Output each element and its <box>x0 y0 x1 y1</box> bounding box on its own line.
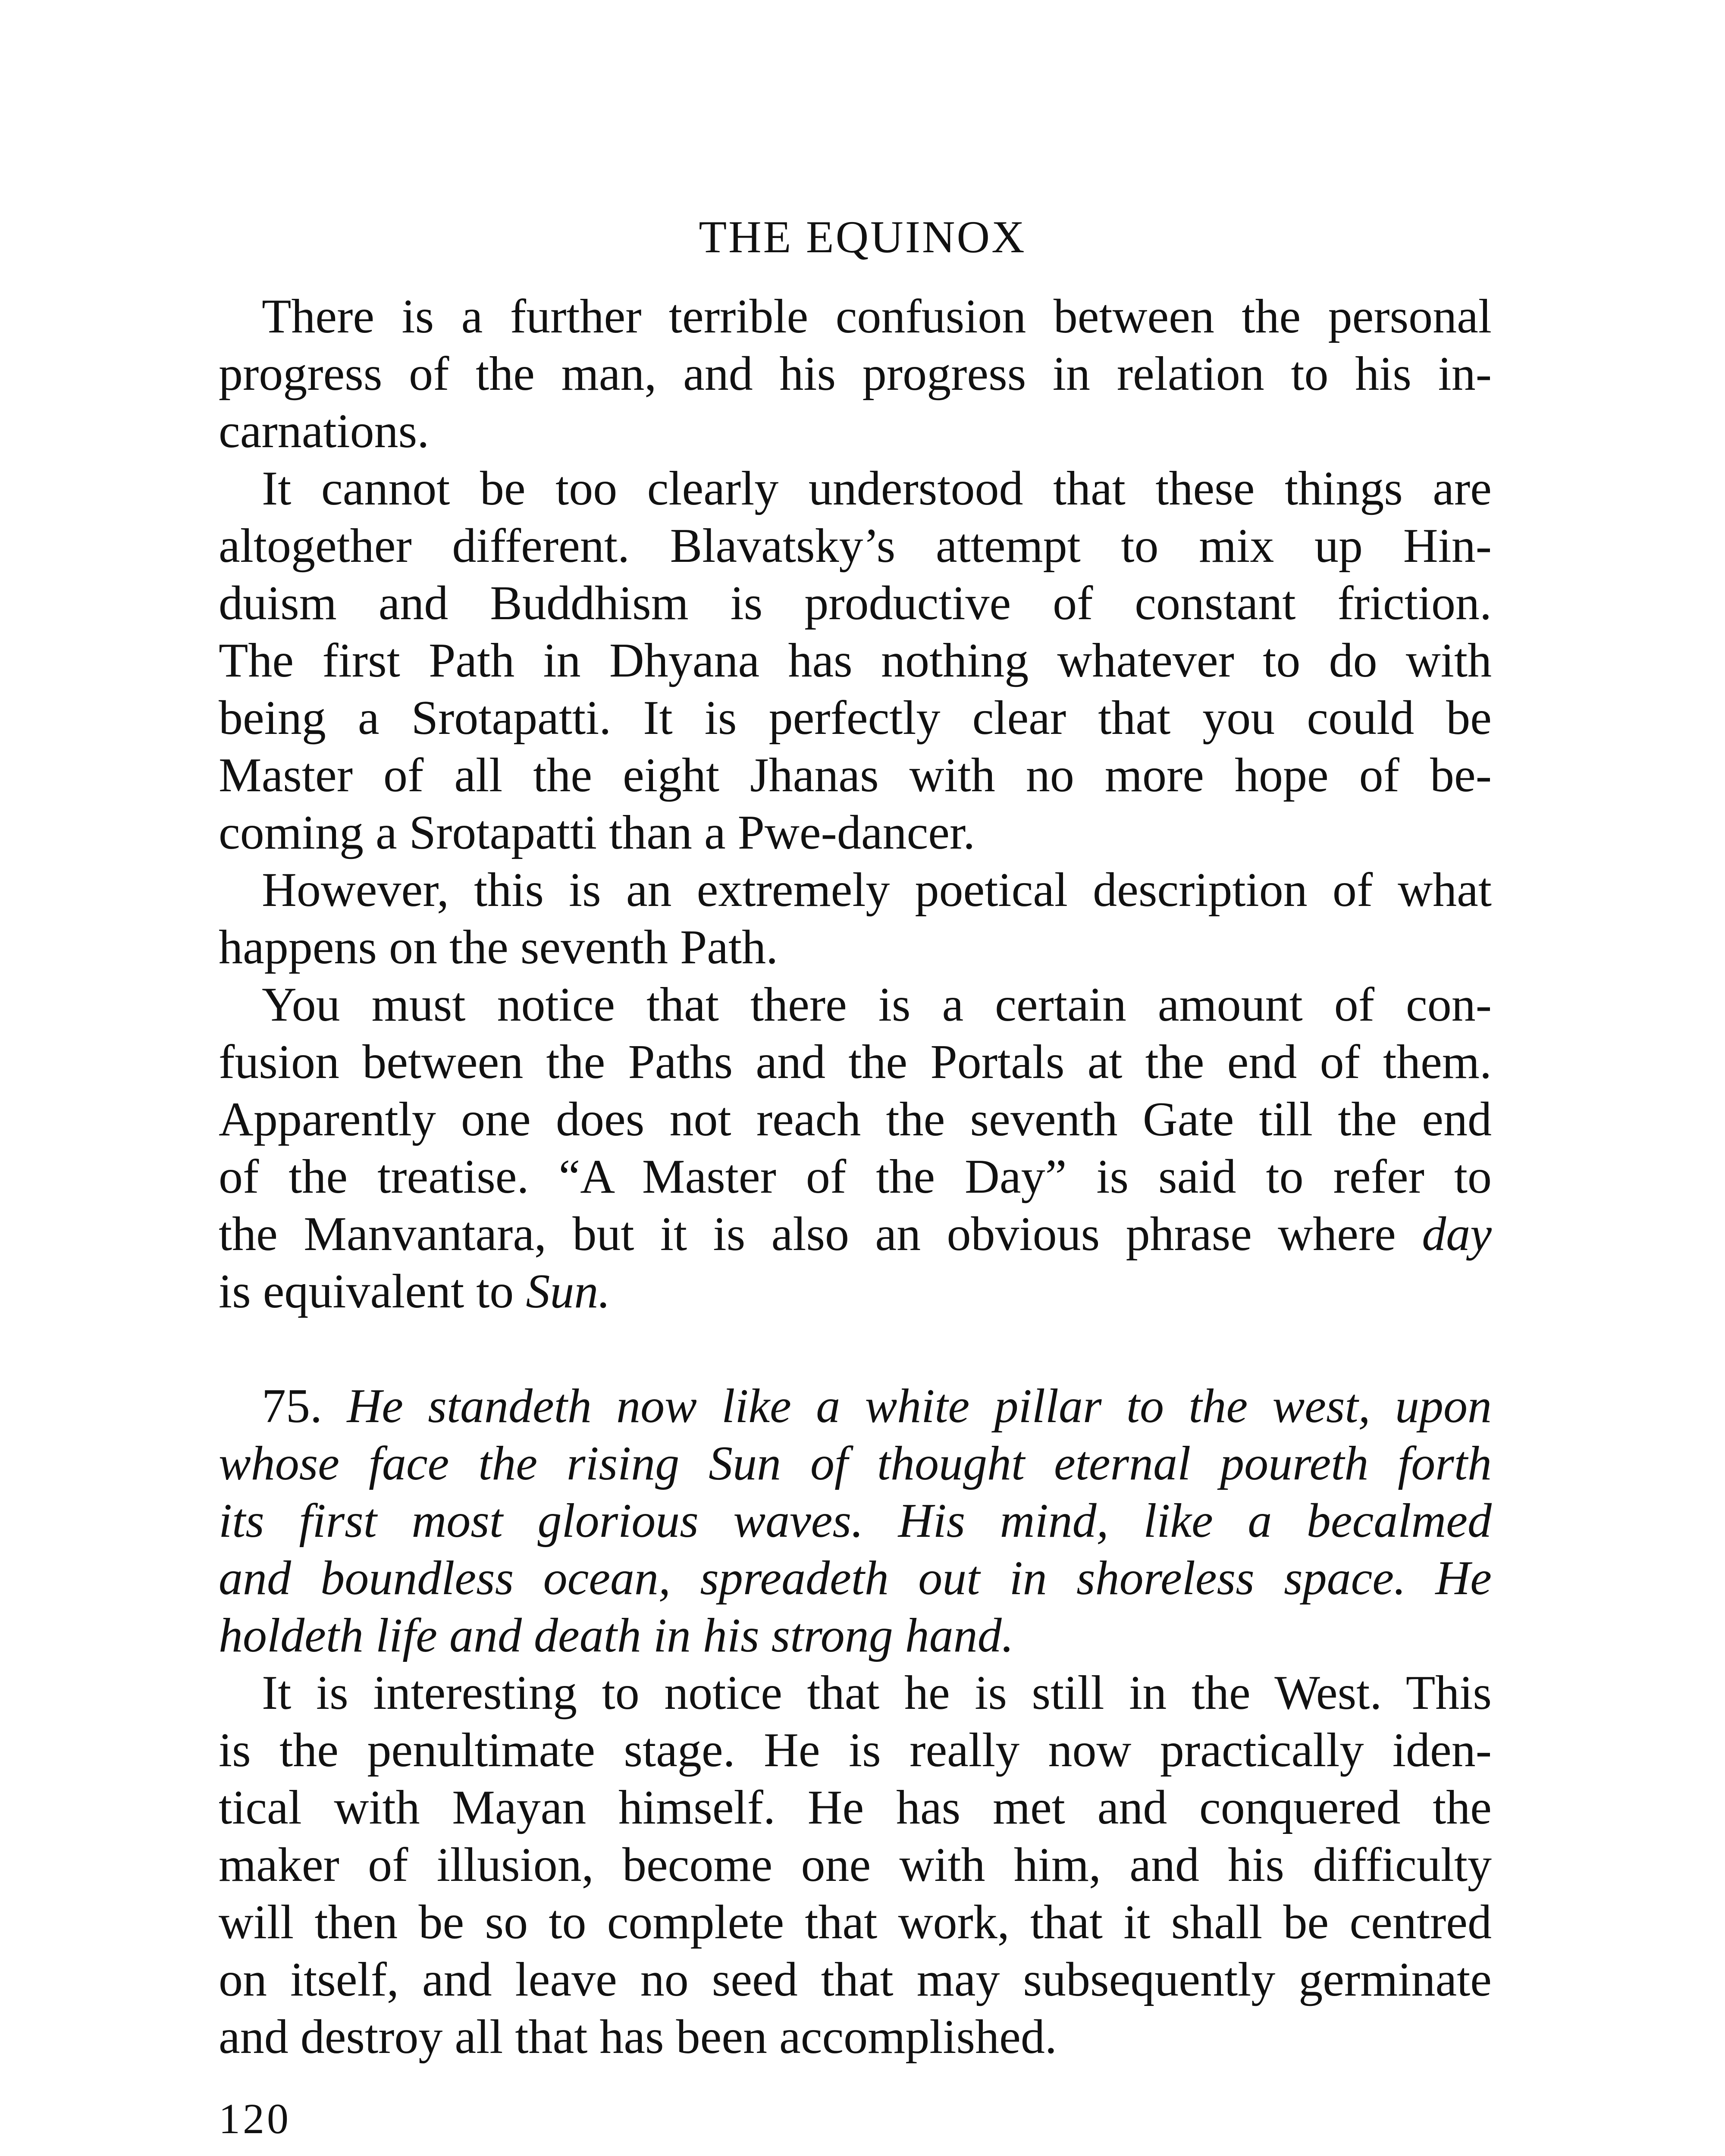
text-line <box>219 1607 1492 1664</box>
text-line <box>219 1492 1492 1550</box>
text-span: and destroy all that has been accomplished. <box>219 2010 1057 2064</box>
text-line <box>219 575 1492 632</box>
text-span: will then be so to complete that work, that it shall be centred <box>219 1896 1492 1949</box>
text-line <box>219 345 1492 403</box>
text-span: altogether different. Blavatsky’s attempt to mix up Hin- <box>219 519 1492 573</box>
text-line <box>219 1378 1492 1435</box>
text-span: Master of all the eight Jhanas with no more hope of be- <box>219 749 1492 802</box>
italic-text: and boundless ocean, spreadeth out in shoreless space. He <box>219 1551 1492 1605</box>
running-header: THE EQUINOX <box>699 212 1026 262</box>
text-line <box>219 747 1492 804</box>
text-span: fusion between the Paths and the Portals at the end of them. <box>219 1035 1492 1089</box>
text-line <box>219 1148 1492 1206</box>
text-line <box>219 689 1492 747</box>
text-span: coming a Srotapatti than a Pwe-dancer. <box>219 806 975 859</box>
text-line <box>219 517 1492 575</box>
text-line <box>219 1779 1492 1836</box>
text-line <box>219 2009 1492 2066</box>
text-line <box>219 1722 1492 1779</box>
text-line <box>219 1894 1492 1951</box>
text-line <box>219 862 1492 919</box>
italic-text: Sun. <box>526 1265 611 1318</box>
text-line <box>219 1951 1492 2009</box>
text-line <box>219 1435 1492 1492</box>
text-line <box>219 1664 1492 1722</box>
text-line <box>219 1550 1492 1607</box>
text-line <box>219 403 1492 460</box>
text-span: However, this is an extremely poetical description of what <box>262 863 1492 917</box>
text-span: The first Path in Dhyana has nothing whatever to do with <box>219 634 1492 687</box>
page-number: 120 <box>219 2095 291 2143</box>
text-line <box>219 804 1492 862</box>
text-span: Apparently one does not reach the seventh Gate till the end <box>219 1093 1492 1146</box>
text-span: being a Srotapatti. It is perfectly clear that you could be <box>219 691 1492 745</box>
text-span: happens on the seventh Path. <box>219 921 778 974</box>
text-span: It is interesting to notice that he is still in the West. This <box>262 1666 1492 1720</box>
text-span: There is a further terrible confusion between the personal <box>262 290 1492 343</box>
text-span: 75. <box>262 1379 347 1433</box>
text-line <box>219 1263 1492 1320</box>
text-span: duism and Buddhism is productive of constant friction. <box>219 577 1492 630</box>
italic-text: day <box>1422 1207 1492 1261</box>
italic-text: its first most glorious waves. His mind, like a becalmed <box>219 1494 1492 1548</box>
text-span: carnations. <box>219 404 430 458</box>
text-line <box>219 460 1492 517</box>
italic-text: whose face the rising Sun of thought eternal poureth forth <box>219 1437 1492 1490</box>
text-span: progress of the man, and his progress in relation to his in- <box>219 347 1492 401</box>
text-line <box>219 1034 1492 1091</box>
text-span: maker of illusion, become one with him, and his difficulty <box>219 1838 1492 1892</box>
text-span: You must notice that there is a certain amount of con- <box>262 978 1492 1031</box>
text-span: It cannot be too clearly understood that these things are <box>262 462 1492 515</box>
body-text <box>0 288 1725 2066</box>
text-line <box>219 976 1492 1034</box>
text-span: is equivalent to <box>219 1265 526 1318</box>
text-line <box>219 1206 1492 1263</box>
text-line <box>219 288 1492 345</box>
text-line <box>219 919 1492 976</box>
text-line <box>219 632 1492 689</box>
text-line <box>219 1091 1492 1148</box>
text-span: the Manvantara, but it is also an obvious phrase where <box>219 1207 1422 1261</box>
italic-text: holdeth life and death in his strong hand. <box>219 1609 1014 1662</box>
text-span: on itself, and leave no seed that may subsequently germinate <box>219 1953 1492 2006</box>
text-span: of the treatise. “A Master of the Day” is said to refer to <box>219 1150 1492 1203</box>
text-line <box>219 1836 1492 1894</box>
text-span: tical with Mayan himself. He has met and conquered the <box>219 1781 1492 1834</box>
italic-text: He standeth now like a white pillar to the west, upon <box>347 1379 1492 1433</box>
text-span: is the penultimate stage. He is really now practically iden- <box>219 1724 1492 1777</box>
